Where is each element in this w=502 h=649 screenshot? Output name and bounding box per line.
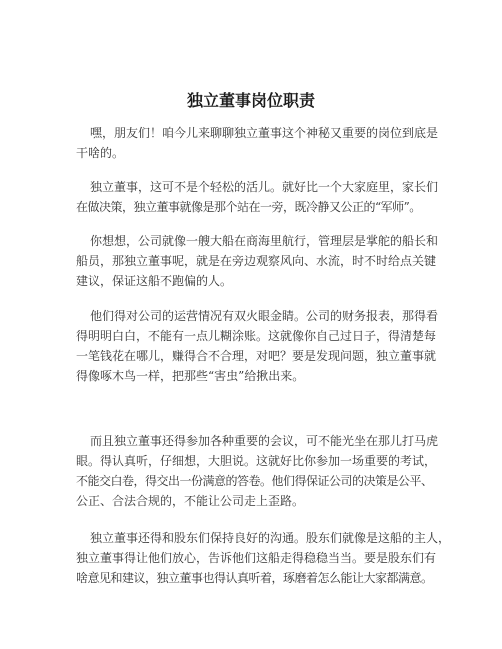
paragraph-1: [76, 123, 439, 163]
paragraph-line: 干啥的。: [76, 146, 125, 160]
paragraph-line: 眼。得认真听，仔细想，大胆说。这就好比你参加一场重要的考试，: [76, 454, 437, 468]
paragraph-line: 而且独立董事还得参加各种重要的会议，可不能光坐在那儿打马虎: [90, 434, 439, 448]
paragraph-2: [76, 177, 439, 217]
paragraph-line: 嘿，朋友们！咱今儿来聊聊独立董事这个神秘又重要的岗位到底是: [90, 126, 439, 140]
paragraph-line: 建议，保证这船不跑偏的人。: [76, 274, 233, 288]
paragraph-line: 独立董事，这可不是个轻松的活儿。就好比一个大家庭里，家长们: [90, 180, 439, 194]
paragraph-5: [76, 431, 439, 511]
paragraph-line: 你想想，公司就像一艘大船在商海里航行，管理层是掌舵的船长和: [90, 234, 439, 248]
paragraph-line: 船员，那独立董事呢，就是在旁边观察风向、水流，时不时给点关键: [76, 254, 437, 268]
paragraph-line: 在做决策，独立董事就像是那个站在一旁，既冷静又公正的“军师”。: [76, 200, 421, 214]
document-title: 独立董事岗位职责: [186, 91, 315, 110]
paragraph-line: 啥意见和建议，独立董事也得认真听着，琢磨着怎么能让大家都满意。: [76, 571, 433, 585]
paragraph-line: 独立董事还得和股东们保持良好的沟通。股东们就像是这船的主人，: [90, 531, 451, 545]
paragraph-line: 一笔钱花在哪儿，赚得合不合理，对吧？要是发现问题，独立董事就: [76, 349, 437, 363]
paragraph-line: 不能交白卷，得交出一份满意的答卷。他们得保证公司的决策是公平、: [76, 474, 433, 488]
paragraph-6: [76, 528, 451, 588]
paragraph-line: 得明明白白，不能有一点儿糊涂账。这就像你自己过日子，得清楚每: [76, 329, 437, 343]
paragraph-3: [76, 231, 439, 291]
paragraph-line: 他们得对公司的运营情况有双火眼金睛。公司的财务报表，那得看: [90, 309, 439, 323]
paragraph-line: 得像啄木鸟一样，把那些“害虫”给揪出来。: [76, 369, 305, 383]
paragraph-line: 独立董事得让他们放心，告诉他们这船走得稳稳当当。要是股东们有: [76, 551, 437, 565]
paragraph-4: [76, 306, 439, 386]
paragraph-line: 公正、合法合规的，不能让公司走上歪路。: [76, 494, 305, 508]
